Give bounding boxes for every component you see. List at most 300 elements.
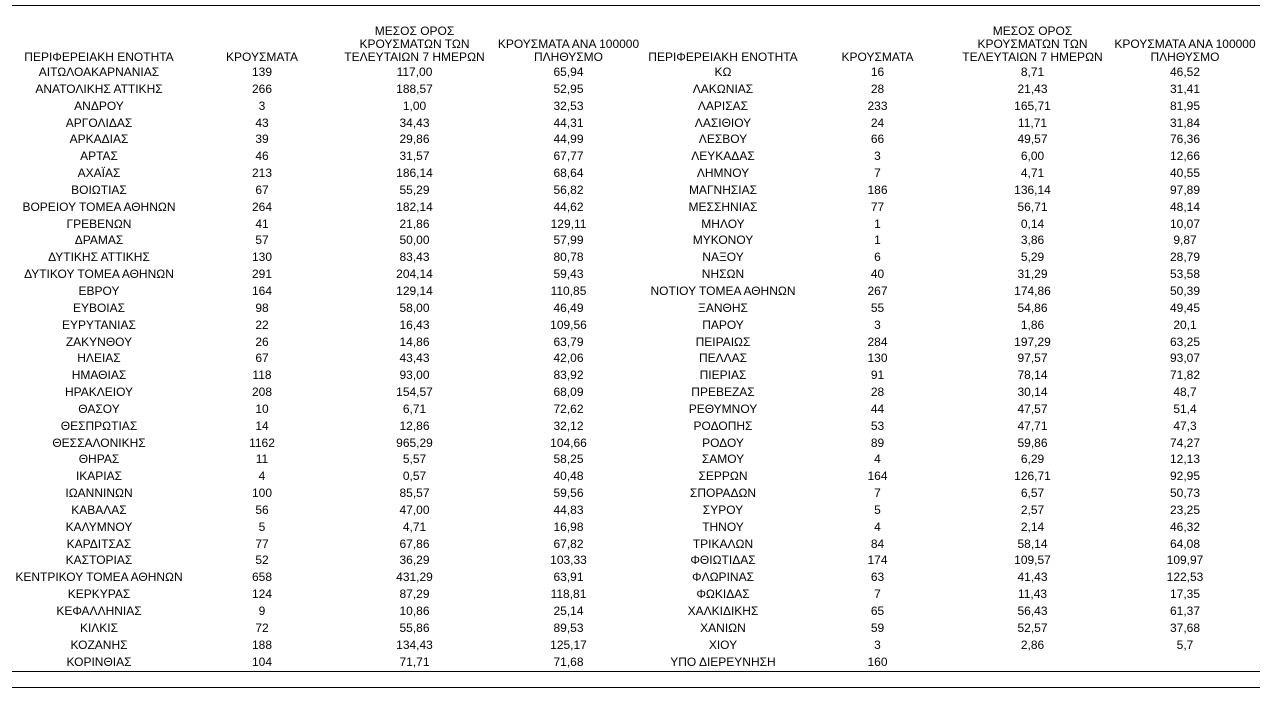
cell-cases: 3 (874, 637, 881, 652)
table-row (646, 165, 1260, 182)
table-row (646, 637, 1260, 654)
cell-7day-average: 83,43 (399, 250, 430, 265)
table-row (646, 367, 1260, 384)
cell-cases: 264 (251, 199, 273, 214)
cell-per-100000: 104,66 (550, 435, 587, 450)
table-row (646, 216, 1260, 233)
cell-7day-average: 109,57 (1014, 553, 1051, 568)
cell-7day-average: 30,14 (1017, 385, 1048, 400)
cell-7day-average: 58,14 (1017, 536, 1048, 551)
cell-per-100000 (1110, 654, 1260, 671)
left-table-body (12, 64, 646, 670)
cell-per-100000: 10,07 (1169, 216, 1201, 231)
cell-region: ΚΑΡΔΙΤΣΑΣ (66, 536, 132, 551)
cell-7day-average: 182,14 (396, 199, 433, 214)
cell-per-100000: 76,36 (1169, 132, 1201, 147)
cell-region: ΗΡΑΚΛΕΙΟΥ (64, 385, 134, 400)
cell-region: ΑΙΤΩΛΟΑΚΑΡΝΑΝΙΑΣ (38, 65, 160, 79)
cell-cases: 10 (255, 401, 269, 416)
table-row (12, 115, 646, 132)
cell-cases: 267 (867, 283, 888, 298)
cell-per-100000: 40,55 (1169, 166, 1201, 181)
cell-region: ΥΠΟ ΔΙΕΡΕΥΝΗΣΗ (670, 654, 776, 669)
cell-7day-average: 21,86 (399, 216, 430, 231)
cell-region: ΚΟΡΙΝΘΙΑΣ (66, 654, 132, 669)
cell-per-100000: 31,41 (1169, 81, 1201, 96)
table-row (646, 552, 1260, 569)
table-row (12, 131, 646, 148)
cell-cases: 100 (251, 486, 273, 501)
cell-per-100000: 92,95 (1169, 469, 1201, 484)
cell-cases: 67 (255, 182, 269, 197)
table-row (12, 435, 646, 452)
cell-cases: 89 (870, 435, 885, 450)
cell-cases: 164 (867, 469, 888, 484)
cell-per-100000: 42,06 (553, 351, 584, 366)
cell-7day-average: 11,71 (1017, 115, 1048, 130)
cell-region: ΔΥΤΙΚΗΣ ΑΤΤΙΚΗΣ (48, 250, 150, 265)
cell-cases: 233 (867, 98, 888, 113)
cell-per-100000: 23,25 (1169, 502, 1201, 517)
cell-region: ΖΑΚΥΝΘΟΥ (65, 334, 133, 349)
table-row (646, 620, 1260, 637)
cell-cases: 7 (874, 166, 881, 181)
cell-per-100000: 48,7 (1173, 385, 1197, 400)
left-header-row (12, 8, 646, 64)
cell-cases: 44 (870, 401, 885, 416)
table-row (646, 131, 1260, 148)
footer-rule (12, 687, 1260, 688)
cell-region: ΒΟΙΩΤΙΑΣ (71, 182, 127, 197)
cell-region: ΚΩ (714, 65, 732, 79)
table-row (646, 300, 1260, 317)
cell-cases: 26 (255, 334, 269, 349)
cell-region: ΔΥΤΙΚΟΥ ΤΟΜΕΑ ΑΘΗΝΩΝ (24, 267, 174, 282)
cell-7day-average: 129,14 (396, 283, 433, 298)
cell-region: ΦΘΙΩΤΙΔΑΣ (690, 553, 756, 568)
cell-cases: 67 (255, 351, 269, 366)
cell-cases: 130 (251, 250, 273, 265)
cell-per-100000: 50,39 (1169, 283, 1201, 298)
cell-per-100000: 63,91 (553, 570, 584, 585)
table-row (12, 165, 646, 182)
cell-per-100000: 51,4 (1173, 401, 1197, 416)
cell-7day-average: 8,71 (1020, 65, 1045, 79)
cell-7day-average: 34,43 (399, 115, 430, 130)
cell-cases: 40 (870, 267, 885, 282)
cell-per-100000: 17,35 (1169, 587, 1201, 602)
cell-per-100000: 109,97 (1166, 553, 1204, 568)
table-row (646, 334, 1260, 351)
table-row (646, 148, 1260, 165)
cell-cases: 65 (870, 604, 885, 618)
table-row (12, 620, 646, 637)
cell-cases: 208 (251, 385, 273, 400)
cell-7day-average: 47,71 (1017, 418, 1048, 433)
table-row (12, 148, 646, 165)
cell-7day-average: 85,57 (399, 486, 430, 501)
cell-per-100000: 5,7 (1176, 637, 1194, 652)
cell-per-100000: 93,07 (1169, 351, 1201, 366)
cell-7day-average: 165,71 (1014, 98, 1051, 113)
table-row (12, 401, 646, 418)
cell-7day-average: 11,43 (1017, 587, 1048, 602)
cell-per-100000: 46,32 (1169, 519, 1201, 534)
table-row (12, 603, 646, 620)
cell-7day-average: 55,29 (399, 182, 430, 197)
cell-7day-average: 12,86 (399, 418, 430, 433)
cell-per-100000: 9,87 (1173, 233, 1197, 248)
cell-cases: 52 (255, 553, 269, 568)
cell-region: ΜΕΣΣΗΝΙΑΣ (688, 199, 758, 214)
table-row (646, 115, 1260, 132)
cell-region: ΘΕΣΠΡΩΤΙΑΣ (60, 418, 138, 433)
table-row (12, 485, 646, 502)
table-row (12, 317, 646, 334)
cell-7day-average (955, 654, 1110, 671)
cell-region: ΓΡΕΒΕΝΩΝ (66, 216, 132, 231)
cell-cases: 5 (258, 519, 266, 534)
cell-cases: 160 (867, 654, 888, 669)
cell-cases: 4 (258, 469, 266, 484)
cell-7day-average: 4,71 (1020, 166, 1045, 181)
cell-region: ΑΧΑΪΑΣ (77, 166, 121, 181)
cell-7day-average: 10,86 (399, 604, 430, 618)
cell-per-100000: 71,68 (553, 654, 584, 669)
cell-per-100000: 71,82 (1169, 368, 1201, 383)
cell-cases: 14 (255, 418, 269, 433)
cell-region: ΠΕΛΛΑΣ (698, 351, 748, 366)
cell-region: ΘΕΣΣΑΛΟΝΙΚΗΣ (52, 435, 146, 450)
cell-per-100000: 52,95 (553, 81, 584, 96)
cell-per-100000: 46,52 (1169, 65, 1201, 79)
cell-per-100000: 89,53 (553, 620, 584, 635)
cell-region: ΠΙΕΡΙΑΣ (699, 368, 747, 383)
cell-per-100000: 59,43 (553, 267, 584, 282)
cell-7day-average: 31,57 (399, 149, 430, 164)
cell-per-100000: 20,1 (1173, 317, 1197, 332)
table-row (12, 519, 646, 536)
cell-region: ΡΟΔΟΠΗΣ (693, 418, 753, 433)
cell-7day-average: 6,00 (1020, 149, 1045, 164)
cell-cases: 658 (251, 570, 273, 585)
cell-7day-average: 1,86 (1020, 317, 1045, 332)
cell-7day-average: 47,57 (1017, 401, 1048, 416)
cell-7day-average: 52,57 (1017, 620, 1048, 635)
table-row (12, 283, 646, 300)
cell-7day-average: 58,00 (399, 300, 430, 315)
cell-cases: 24 (870, 115, 885, 130)
cell-per-100000: 109,56 (550, 317, 587, 332)
header-7day-average: ΜΕΣΟΣ ΟΡΟΣ ΚΡΟΥΣΜΑΤΩΝ ΤΩΝ ΤΕΛΕΥΤΑΙΩΝ 7 ΗΜΕΡΩΝ (344, 24, 485, 64)
table-row (646, 81, 1260, 98)
cell-per-100000: 65,94 (553, 65, 584, 79)
cell-per-100000: 59,56 (553, 486, 584, 501)
cell-7day-average: 78,14 (1017, 368, 1048, 383)
cell-7day-average: 97,57 (1017, 351, 1048, 366)
cell-7day-average: 49,57 (1017, 132, 1048, 147)
header-7day-average: ΜΕΣΟΣ ΟΡΟΣ ΚΡΟΥΣΜΑΤΩΝ ΤΩΝ ΤΕΛΕΥΤΑΙΩΝ 7 ΗΜΕΡΩΝ (962, 24, 1103, 64)
cell-cases: 84 (870, 536, 885, 551)
right-table-body (646, 64, 1260, 670)
cell-7day-average: 36,29 (399, 553, 430, 568)
cell-region: ΑΡΤΑΣ (80, 149, 118, 164)
table-row (12, 81, 646, 98)
table-row (646, 266, 1260, 283)
cell-per-100000: 63,79 (553, 334, 584, 349)
cell-7day-average: 6,57 (1020, 486, 1045, 501)
header-region: ΠΕΡΙΦΕΡΕΙΑΚΗ ΕΝΟΤΗΤΑ (648, 50, 798, 64)
cell-cases: 174 (867, 553, 888, 568)
cell-cases: 4 (874, 452, 881, 467)
table-row (646, 418, 1260, 435)
cell-per-100000: 32,53 (553, 98, 584, 113)
cell-region: ΕΒΡΟΥ (78, 283, 120, 298)
cell-per-100000: 118,81 (550, 587, 587, 602)
cell-per-100000: 31,84 (1169, 115, 1201, 130)
cell-7day-average: 1,00 (402, 98, 427, 113)
cell-per-100000: 83,92 (553, 368, 584, 383)
cell-cases: 63 (870, 570, 885, 585)
right-table-section (646, 8, 1260, 670)
cell-region: ΗΛΕΙΑΣ (77, 351, 121, 366)
table-row (646, 401, 1260, 418)
table-row (646, 519, 1260, 536)
cell-7day-average: 55,86 (399, 620, 430, 635)
cell-per-100000: 53,58 (1169, 267, 1201, 282)
cell-cases: 6 (874, 250, 881, 265)
cell-region: ΣΥΡΟΥ (702, 502, 744, 517)
cell-region: ΙΚΑΡΙΑΣ (75, 469, 123, 484)
left-cases-table (12, 8, 646, 670)
cell-cases: 1 (874, 216, 881, 231)
header-cases-per-100000: ΚΡΟΥΣΜΑΤΑ ΑΝΑ 100000 ΠΛΗΘΥΣΜΟ (497, 37, 640, 64)
cell-cases: 46 (255, 149, 269, 164)
cell-7day-average: 431,29 (396, 570, 433, 585)
cell-cases: 3 (874, 317, 881, 332)
header-cases: ΚΡΟΥΣΜΑΤΑ (226, 50, 298, 64)
cell-per-100000: 47,3 (1173, 418, 1197, 433)
cell-cases: 7 (874, 587, 881, 602)
cell-region: ΣΕΡΡΩΝ (698, 469, 748, 484)
table-row (646, 536, 1260, 553)
cell-per-100000: 67,77 (553, 149, 584, 164)
table-row (12, 536, 646, 553)
cell-per-100000: 25,14 (553, 604, 584, 618)
cell-per-100000: 97,89 (1169, 182, 1201, 197)
cell-per-100000: 80,78 (553, 250, 584, 265)
cell-region: ΛΑΣΙΘΙΟΥ (694, 115, 752, 130)
cell-region: ΘΑΣΟΥ (78, 401, 120, 416)
cell-7day-average: 67,86 (399, 536, 430, 551)
cell-cases: 213 (251, 166, 273, 181)
cell-cases: 164 (251, 283, 273, 298)
cell-region: ΤΗΝΟΥ (702, 519, 744, 534)
table-row (12, 266, 646, 283)
cell-7day-average: 0,14 (1020, 216, 1045, 231)
cell-cases: 41 (255, 216, 269, 231)
cell-per-100000: 81,95 (1169, 98, 1201, 113)
cell-per-100000: 61,37 (1169, 604, 1201, 618)
right-header-row (646, 8, 1260, 64)
header-cases: ΚΡΟΥΣΜΑΤΑ (841, 50, 914, 64)
cell-cases: 4 (874, 519, 881, 534)
cell-cases: 9 (258, 604, 266, 618)
cell-7day-average: 87,29 (399, 587, 430, 602)
cell-region: ΑΡΚΑΔΙΑΣ (69, 132, 129, 147)
cell-per-100000: 44,62 (553, 199, 584, 214)
cell-region: ΞΑΝΘΗΣ (698, 300, 748, 315)
cell-7day-average: 174,86 (1014, 283, 1051, 298)
cell-cases: 22 (255, 317, 269, 332)
table-row (646, 350, 1260, 367)
cell-per-100000: 49,45 (1169, 300, 1201, 315)
cell-region: ΛΕΥΚΑΔΑΣ (691, 149, 755, 164)
table-row (646, 199, 1260, 216)
cell-region: ΧΑΝΙΩΝ (700, 620, 746, 635)
cell-7day-average: 0,57 (402, 469, 427, 484)
table-row (646, 98, 1260, 115)
cell-cases: 1 (874, 233, 881, 248)
cell-region: ΙΩΑΝΝΙΝΩΝ (65, 486, 133, 501)
cell-per-100000: 57,99 (553, 233, 584, 248)
cell-region: ΚΑΣΤΟΡΙΑΣ (65, 553, 133, 568)
cell-7day-average: 6,29 (1020, 452, 1045, 467)
cell-7day-average: 154,57 (396, 385, 433, 400)
cell-region: ΚΕΡΚΥΡΑΣ (67, 587, 131, 602)
cell-cases: 3 (874, 149, 881, 164)
cell-region: ΧΙΟΥ (708, 637, 738, 652)
cell-per-100000: 125,17 (550, 637, 587, 652)
cell-7day-average: 16,43 (399, 317, 430, 332)
table-row (12, 300, 646, 317)
cell-7day-average: 3,86 (1020, 233, 1045, 248)
table-row (646, 317, 1260, 334)
cell-cases: 1162 (249, 435, 275, 450)
cell-per-100000: 40,48 (553, 469, 584, 484)
table-row (12, 451, 646, 468)
cell-region: ΝΟΤΙΟΥ ΤΟΜΕΑ ΑΘΗΝΩΝ (650, 283, 796, 298)
cell-cases: 3 (258, 98, 266, 113)
right-cases-table (646, 8, 1260, 670)
table-row (646, 468, 1260, 485)
cell-region: ΚΑΛΥΜΝΟΥ (65, 519, 133, 534)
cell-region: ΚΕΝΤΡΙΚΟΥ ΤΟΜΕΑ ΑΘΗΝΩΝ (15, 570, 183, 585)
cell-region: ΡΟΔΟΥ (702, 435, 744, 450)
cell-7day-average: 56,71 (1017, 199, 1048, 214)
table-row (12, 367, 646, 384)
top-rule (12, 5, 1260, 6)
table-row (12, 552, 646, 569)
cell-7day-average: 54,86 (1017, 300, 1048, 315)
cell-7day-average: 2,86 (1020, 637, 1045, 652)
cell-7day-average: 186,14 (396, 166, 433, 181)
cell-region: ΣΠΟΡΑΔΩΝ (689, 486, 757, 501)
cell-per-100000: 129,11 (550, 216, 587, 231)
cell-region: ΜΗΛΟΥ (701, 216, 745, 231)
cell-7day-average: 136,14 (1014, 182, 1051, 197)
table-row (12, 502, 646, 519)
cell-region: ΛΗΜΝΟΥ (696, 166, 750, 181)
cell-cases: 57 (255, 233, 269, 248)
cell-7day-average: 197,29 (1014, 334, 1051, 349)
cell-region: ΛΕΣΒΟΥ (698, 132, 748, 147)
cell-region: ΑΝΑΤΟΛΙΚΗΣ ΑΤΤΙΚΗΣ (35, 81, 163, 96)
table-row (646, 451, 1260, 468)
table-row (646, 232, 1260, 249)
cell-per-100000: 46,49 (553, 300, 584, 315)
table-row (12, 468, 646, 485)
table-row (646, 182, 1260, 199)
cell-per-100000: 74,27 (1169, 435, 1201, 450)
table-row (646, 603, 1260, 620)
cell-per-100000: 72,62 (553, 401, 584, 416)
cell-cases: 266 (251, 81, 273, 96)
cell-region: ΛΑΚΩΝΙΑΣ (692, 81, 754, 96)
cell-7day-average: 134,43 (396, 637, 433, 652)
cell-7day-average: 59,86 (1017, 435, 1048, 450)
cell-cases: 91 (870, 368, 885, 383)
table-row (12, 654, 646, 671)
cell-region: ΡΕΘΥΜΝΟΥ (688, 401, 758, 416)
cell-per-100000: 64,08 (1169, 536, 1201, 551)
cell-cases: 7 (874, 486, 881, 501)
cell-7day-average: 204,14 (396, 267, 433, 282)
cell-region: ΧΑΛΚΙΔΙΚΗΣ (687, 604, 759, 618)
cell-7day-average: 4,71 (402, 519, 427, 534)
cell-per-100000: 63,25 (1169, 334, 1201, 349)
table-row (12, 418, 646, 435)
cell-7day-average: 117,00 (396, 65, 433, 79)
cell-cases: 11 (255, 452, 269, 467)
table-row (646, 654, 1260, 671)
cell-7day-average: 126,71 (1014, 469, 1051, 484)
table-row (646, 502, 1260, 519)
cell-cases: 291 (251, 267, 273, 282)
cell-region: ΕΥΡΥΤΑΝΙΑΣ (62, 317, 136, 332)
table-row (12, 216, 646, 233)
table-row (12, 182, 646, 199)
cell-per-100000: 68,64 (553, 166, 584, 181)
cell-7day-average: 14,86 (399, 334, 430, 349)
cell-cases: 98 (255, 300, 269, 315)
cell-cases: 28 (870, 81, 885, 96)
cell-per-100000: 110,85 (550, 283, 587, 298)
cell-per-100000: 48,14 (1169, 199, 1201, 214)
cell-region: ΚΕΦΑΛΛΗΝΙΑΣ (56, 604, 142, 618)
cell-region: ΜΑΓΝΗΣΙΑΣ (688, 182, 758, 197)
table-row (12, 350, 646, 367)
cell-region: ΠΑΡΟΥ (702, 317, 744, 332)
cell-per-100000: 28,79 (1169, 250, 1201, 265)
cell-region: ΒΟΡΕΙΟΥ ΤΟΜΕΑ ΑΘΗΝΩΝ (22, 199, 176, 214)
cell-per-100000: 32,12 (553, 418, 584, 433)
cell-region: ΠΕΙΡΑΙΩΣ (695, 334, 751, 349)
table-row (646, 384, 1260, 401)
cell-7day-average: 6,71 (402, 401, 427, 416)
table-row (12, 384, 646, 401)
cell-region: ΜΥΚΟΝΟΥ (692, 233, 754, 248)
cell-7day-average: 2,57 (1020, 502, 1045, 517)
cell-per-100000: 44,31 (553, 115, 584, 130)
cell-cases: 72 (255, 620, 269, 635)
cell-cases: 53 (870, 418, 885, 433)
cell-per-100000: 44,83 (553, 502, 584, 517)
table-row (12, 232, 646, 249)
cell-region: ΑΝΔΡΟΥ (74, 98, 124, 113)
header-region: ΠΕΡΙΦΕΡΕΙΑΚΗ ΕΝΟΤΗΤΑ (24, 50, 174, 64)
cell-cases: 56 (255, 502, 269, 517)
